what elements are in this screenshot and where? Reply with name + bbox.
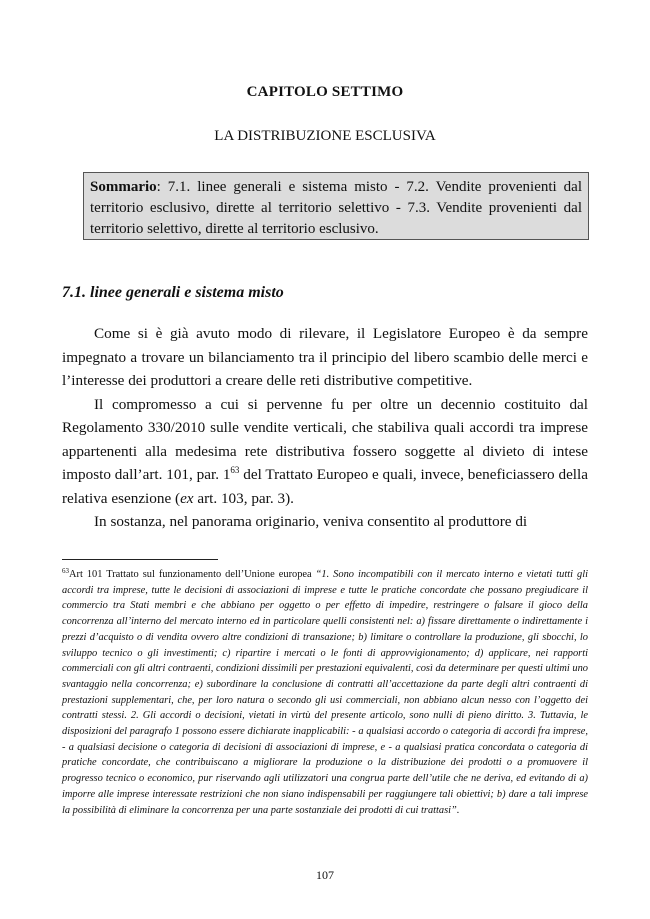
chapter-title: CAPITOLO SETTIMO: [246, 84, 404, 100]
body-paragraph-1: Come si è già avuto modo di rilevare, il Legislatore Europeo è da sempre impegnato a trovare un bilanciamento tra il principio del libero scambio delle merci e l’interesse dei produttori a creare delle reti distributive competitive.: [62, 325, 588, 389]
body-paragraph-2-ex: ex: [180, 489, 194, 507]
body-text: [62, 322, 588, 534]
body-paragraph-2-part-c: art. 103, par. 3).: [193, 489, 294, 507]
summary-box: [83, 172, 589, 240]
footnote-quote: “1. Sono incompatibili con il mercato interno e vietati tutti gli accordi tra imprese, tutte le decisioni di associazioni di imprese e tutte le pratiche concordate che possano pregiudicare il commercio tra Stati membri e che abbiano per oggetto o per effetto di impedire, restringere o falsare il gioco della concorrenza all’interno del mercato interno ed in particolare quelli consistenti nel: a) fissare direttamente o indirettamente i prezzi d’acquisto o di vendita ovvero altre condizioni di transazione; b) limitare o controllare la produzione, gli sbocchi, lo sviluppo tecnico o gli investimenti; c) ripartire i mercati o le fonti di approvvigionamento; d) applicare, nei rapporti commerciali con gli altri contraenti, condizioni dissimili per prestazioni equivalenti, così da determinare per questi ultimi uno svantaggio nella concorrenza; e) subordinare la conclusione di contratti all’accettazione da parte degli altri contraenti di prestazioni supplementari, che, per loro natura o secondo gli usi commerciali, non abbiano alcun nesso con l’oggetto dei contratti stessi. 2. Gli accordi o decisioni, vietati in virtù del presente articolo, sono nulli di pieno diritto. 3. Tuttavia, le disposizioni del paragrafo 1 possono essere dichiarate inapplicabili: - a qualsiasi accordo o categoria di accordi fra imprese, - a qualsiasi decisione o categoria di decisioni di associazioni di imprese, e - a qualsiasi pratica concordata o categoria di pratiche concordate, che contribuiscano a migliorare la produzione o la distribuzione dei prodotti o a promuovere il progresso tecnico o economico, pur riservando agli utilizzatori una congrua parte dell’utile che ne deriva, ed evitando di a) imporre alle imprese interessate restrizioni che non siano indispensabili per raggiungere tali obiettivi; b) dare a tali imprese la possibilità di eliminare la concorrenza per una parte sostanziale dei prodotti di cui trattasi”.: [62, 569, 588, 816]
body-paragraph-2-part-b: del Trattato Europeo e quali, invece, beneficiassero della relativa esenzione (: [62, 466, 588, 507]
footnote-lead: Art 101 Trattato sul funzionamento dell’Unione europea: [69, 569, 316, 580]
footnote-number: 63: [62, 567, 69, 575]
body-paragraph-2: [62, 393, 588, 511]
body-paragraph-3: In sostanza, nel panorama originario, veniva consentito al produttore di: [94, 513, 528, 530]
summary-text: : 7.1. linee generali e sistema misto - 7.2. Vendite provenienti dal territorio esclusivo, dirette al territorio selettivo - 7.3. Vendite provenienti dal territorio selettivo, dirette al territorio esclusivo.: [90, 179, 582, 237]
footnote-divider: [62, 559, 218, 560]
body-paragraph-2-part-a: Il compromesso a cui si pervenne fu per oltre un decennio costituito dal Regolamento 330/2010 sulle vendite verticali, che stabiliva quali accordi tra imprese appartenenti alla medesima rete distributiva fossero soggette al divieto di intese imposto dall’art. 101, par. 1: [62, 395, 588, 483]
section-heading: 7.1. linee generali e sistema misto: [62, 284, 284, 301]
summary-label: Sommario: [90, 179, 157, 195]
footnote-reference[interactable]: 63: [230, 465, 240, 475]
footnote: [62, 567, 588, 818]
chapter-subtitle: LA DISTRIBUZIONE ESCLUSIVA: [214, 128, 436, 144]
page-number: 107: [316, 868, 334, 882]
